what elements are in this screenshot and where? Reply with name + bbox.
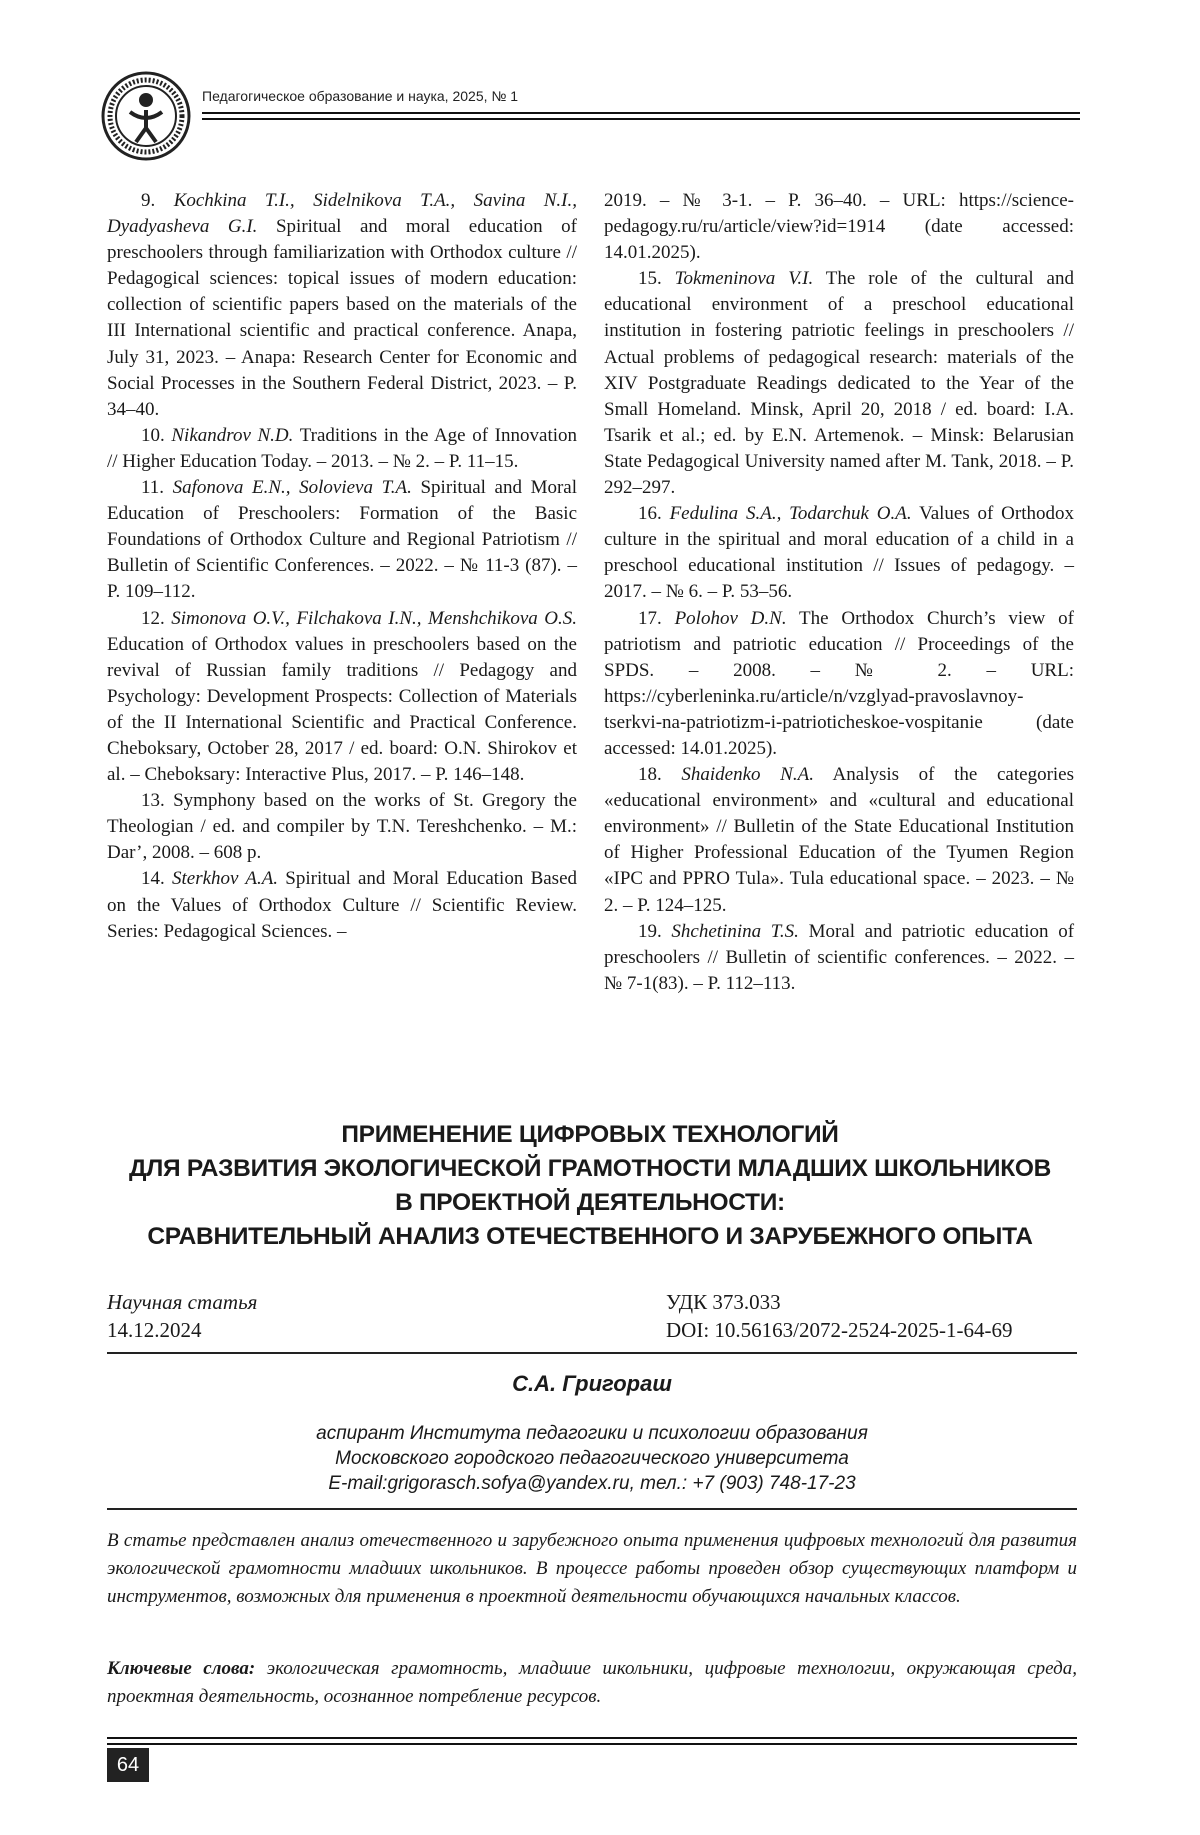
journal-running-title: Педагогическое образование и наука, 2025, № 1 [202,88,519,104]
title-line: ПРИМЕНЕНИЕ ЦИФРОВЫХ ТЕХНОЛОГИЙ [341,1121,839,1148]
doi: DOI: 10.56163/2072-2524-2025-1-64-69 [666,1318,1013,1342]
references-left-column [107,188,577,945]
footer-rule [107,1737,1077,1739]
reference-item: 10. Nikandrov N.D. Traditions in the Age of Innovation // Higher Education Today. – 2013. – № 2. – P. 11–15. [107,424,577,472]
reference-item: 12. Simonova O.V., Filchakova I.N., Menshchikova O.S. Education of Orthodox values in preschoolers based on the revival of Russian family traditions // Pedagogy and Psychology: Development Prospects: Collection of Materials of the II International Scientific and Practical Conference. Cheboksary, October 28, 2017 / ed. board: O.N. Shirokov et al. – Cheboksary: Interactive Plus, 2017. – P. 146–148. [107,607,578,786]
header-rule [202,112,1080,114]
title-line: ДЛЯ РАЗВИТИЯ ЭКОЛОГИЧЕСКОЙ ГРАМОТНОСТИ МЛАДШИХ ШКОЛЬНИКОВ [128,1155,1051,1182]
reference-continuation: 2019. – № 3-1. – P. 36–40. – URL: https://science-pedagogy.ru/ru/article/view?id=1914 (date accessed: 14.01.2025). [604,190,1074,264]
reference-item: 11. Safonova E.N., Solovieva T.A. Spiritual and Moral Education of Preschoolers: Formation of the Basic Foundations of Orthodox Culture and Regional Patriotism // Bulletin of Scientific Conferences. – 2022. – № 11-3 (87). – P. 109–112. [107,477,577,603]
article-type: Научная статья [107,1290,258,1314]
abstract: В статье представлен анализ отечественного и зарубежного опыта применения цифровых технологий для развития экологической грамотности младших школьников. В процессе работы проведен обзор существующих платформ и инструментов, возможных для применения в проектной деятельности обучающихся начальных классов. [107,1530,1077,1607]
article-meta-right [666,1288,1012,1344]
affiliation-line: E-mail:grigorasch.sofya@yandex.ru, тел.: +7 (903) 748-17-23 [328,1473,856,1494]
reference-item: 13. Symphony based on the works of St. Gregory the Theologian / ed. and compiler by T.N. Tereshchenko. – M.: Dar’, 2008. – 608 p. [107,790,577,864]
footer-rule [107,1743,1077,1745]
keywords [107,1655,1077,1711]
reference-item: 16. Fedulina S.A., Todarchuk O.A. Values of Orthodox culture in the spiritual and moral education of a child in a preschool educational institution // Issues of pedagogy. – 2017. – № 6. – P. 53–56. [604,503,1075,603]
reference-item: 18. Shaidenko N.A. Analysis of the categories «educational environment» and «cultural and educational environment» // Bulletin of the State Educational Institution of Higher Professional Education of the Tyumen Region «IPC and PPRO Tula». Tula educational space. – 2023. – № 2. – P. 124–125. [604,764,1074,916]
affiliation-line: Московского городского педагогического университета [335,1448,849,1469]
article-meta-left [107,1288,257,1344]
title-line: СРАВНИТЕЛЬНЫЙ АНАЛИЗ ОТЕЧЕСТВЕННОГО И ЗАРУБЕЖНОГО ОПЫТА [147,1223,1033,1250]
header-rule [202,118,1080,120]
affiliation-line: аспирант Института педагогики и психологии образования [316,1423,868,1444]
author-name: С.А. Григораш [512,1371,672,1396]
page-number: 64 [107,1748,149,1782]
title-line: В ПРОЕКТНОЙ ДЕЯТЕЛЬНОСТИ: [395,1189,785,1216]
keywords-label: Ключевые слова: [107,1658,256,1679]
udk-code: УДК 373.033 [666,1290,781,1314]
page-header [100,70,1080,160]
journal-seal-icon [100,70,192,162]
meta-divider [107,1352,1077,1354]
reference-item: 19. Shchetinina T.S. Moral and patriotic education of preschoolers // Bulletin of scientific conferences. – 2022. – № 7-1(83). – P. 112–113. [604,920,1075,994]
article-title [90,1118,1090,1254]
reference-item: 17. Polohov D.N. The Orthodox Church’s view of patriotism and patriotic education // Proceedings of the SPDS. – 2008. – № 2. – URL: https://cyberleninka.ru/article/n/vzglyad-pravoslavnoy-tserkvi-na-patriotizm-i-patrioticheskoe-vospitanie (date accessed: 14.01.2025). [604,607,1074,759]
reference-item: 9. Kochkina T.I., Sidelnikova T.A., Savina N.I., Dyadyasheva G.I. Spiritual and moral education of preschoolers through familiarization with Orthodox culture // Pedagogical sciences: topical issues of modern education: collection of scientific papers based on the materials of the III International scientific and practical conference. Anapa, July 31, 2023. – Anapa: Research Center for Economic and Social Processes in the Southern Federal District, 2023. – P. 34–40. [107,190,577,420]
reference-item: 14. Sterkhov A.A. Spiritual and Moral Education Based on the Values of Orthodox Culture // Scientific Review. Series: Pedagogical Sciences. – [107,868,577,942]
author-affiliation [107,1421,1077,1496]
article-date: 14.12.2024 [107,1318,202,1342]
affiliation-divider [107,1508,1077,1510]
references-right-column [604,188,1074,997]
keywords-text: экологическая грамотность, младшие школьники, цифровые технологии, окружающая среда, проектная деятельность, осознанное потребление ресурсов. [107,1658,1078,1707]
reference-item: 15. Tokmeninova V.I. The role of the cultural and educational environment of a preschool educational institution in fostering patriotic feelings in preschoolers // Actual problems of pedagogical research: materials of the XIV Postgraduate Readings dedicated to the Year of the Small Homeland. Minsk, April 20, 2018 / ed. board: I.A. Tsarik et al.; ed. by E.N. Artemenok. – Minsk: Belarusian State Pedagogical University named after M. Tank, 2018. – P. 292–297. [604,268,1074,499]
